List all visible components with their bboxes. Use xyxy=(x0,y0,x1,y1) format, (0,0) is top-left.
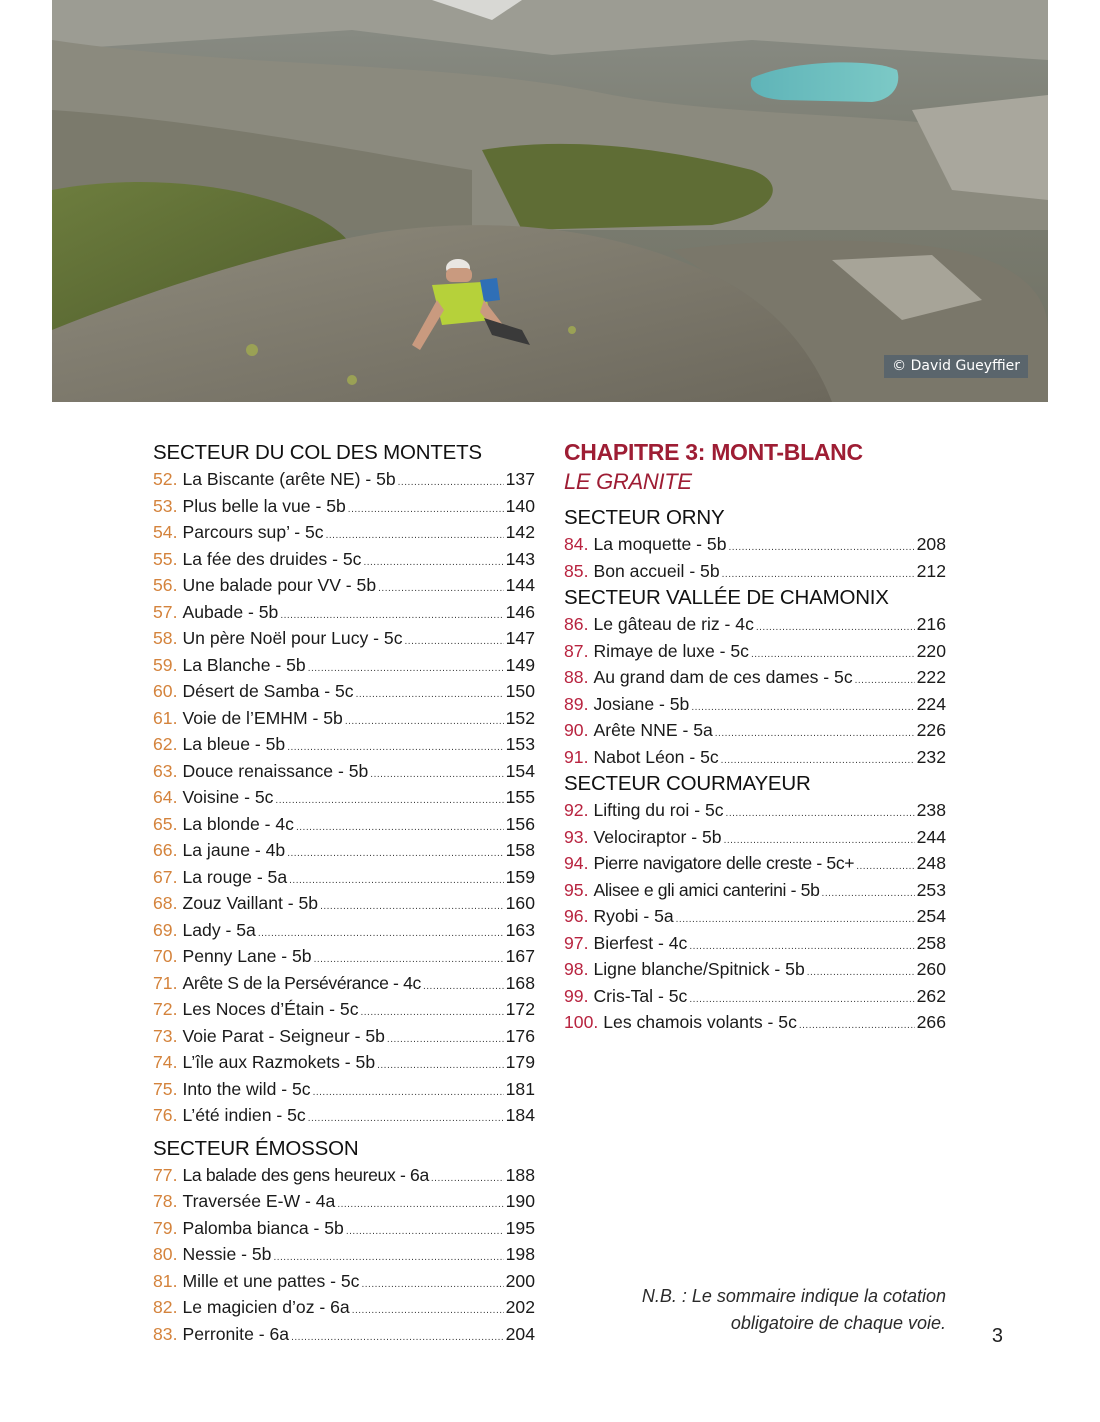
page-ref: 254 xyxy=(916,906,946,926)
route-title: Arête NNE - 5a xyxy=(593,720,713,740)
dot-leader xyxy=(320,894,504,917)
dot-leader xyxy=(361,1000,504,1023)
dot-leader xyxy=(398,470,504,493)
toc-entry[interactable] xyxy=(153,996,535,1023)
footnote xyxy=(566,1283,946,1337)
route-title: Aubade - 5b xyxy=(182,601,279,622)
dot-leader xyxy=(721,748,915,771)
toc-entry[interactable] xyxy=(564,983,946,1010)
dot-leader xyxy=(856,854,914,877)
page-ref: 153 xyxy=(505,734,535,754)
route-title: Penny Lane - 5b xyxy=(182,946,312,966)
toc-left-column xyxy=(153,439,535,1347)
route-title: Velociraptor - 5b xyxy=(593,826,722,847)
route-number: 78. xyxy=(153,1191,178,1211)
page-ref: 158 xyxy=(505,840,535,860)
toc-entry[interactable] xyxy=(564,558,946,585)
dot-leader xyxy=(296,815,504,838)
dot-leader xyxy=(799,1013,915,1036)
route-title: La moquette - 5b xyxy=(593,534,727,554)
route-title: Lifting du roi - 5c xyxy=(593,800,724,820)
dot-leader xyxy=(326,523,504,546)
page-ref: 181 xyxy=(505,1078,535,1099)
toc-entry[interactable] xyxy=(153,943,535,970)
chapter-subtitle: LE GRANITE xyxy=(564,469,692,494)
toc-entry[interactable] xyxy=(564,956,946,983)
route-title: Ligne blanche/Spitnick - 5b xyxy=(593,959,805,979)
page-ref: 212 xyxy=(916,560,946,581)
page-ref: 146 xyxy=(505,601,535,622)
dot-leader xyxy=(291,1325,504,1348)
route-title: Rimaye de luxe - 5c xyxy=(593,640,749,661)
page-ref: 216 xyxy=(916,614,946,634)
toc-entry[interactable] xyxy=(153,1268,535,1295)
page-ref: 142 xyxy=(505,522,535,542)
sector-heading: SECTEUR ÉMOSSON xyxy=(153,1136,359,1160)
dot-leader xyxy=(689,987,914,1010)
dot-leader xyxy=(356,682,504,705)
page-ref: 222 xyxy=(916,667,946,687)
route-number: 67. xyxy=(153,866,178,887)
toc-entry[interactable] xyxy=(564,797,946,824)
route-title: Un père Noël pour Lucy - 5c xyxy=(182,628,403,648)
toc-entry[interactable] xyxy=(153,705,535,732)
page-ref: 179 xyxy=(505,1052,535,1072)
toc-entry[interactable] xyxy=(153,1102,535,1129)
toc-entry[interactable] xyxy=(153,572,535,599)
route-title: Voie Parat - Seigneur - 5b xyxy=(182,1025,385,1046)
page-ref: 244 xyxy=(916,826,946,847)
toc-entry[interactable] xyxy=(564,877,946,904)
dot-leader xyxy=(676,907,915,930)
route-number: 94. xyxy=(564,853,589,873)
toc-entry[interactable] xyxy=(564,744,946,771)
route-title: Les chamois volants - 5c xyxy=(603,1012,797,1032)
toc-right-column xyxy=(564,439,946,1036)
toc-entry[interactable] xyxy=(153,625,535,652)
route-title: Palomba bianca - 5b xyxy=(182,1217,344,1238)
toc-entry[interactable] xyxy=(564,531,946,558)
route-number: 98. xyxy=(564,959,589,979)
route-number: 60. xyxy=(153,681,178,701)
toc-entry[interactable] xyxy=(153,1321,535,1348)
footnote-line: N.B. : Le sommaire indique la cotation xyxy=(641,1286,946,1306)
toc-entry[interactable] xyxy=(153,1023,535,1050)
toc-entry[interactable] xyxy=(153,519,535,546)
route-number: 62. xyxy=(153,734,178,754)
dot-leader xyxy=(377,1053,504,1076)
route-number: 77. xyxy=(153,1164,178,1185)
route-number: 90. xyxy=(564,720,589,740)
page-ref: 200 xyxy=(505,1270,535,1291)
page-ref: 248 xyxy=(916,853,946,873)
route-number: 89. xyxy=(564,693,589,714)
toc-entry[interactable] xyxy=(564,850,946,877)
page-ref: 155 xyxy=(505,787,535,807)
route-number: 93. xyxy=(564,826,589,847)
dot-leader xyxy=(287,735,503,758)
route-number: 96. xyxy=(564,906,589,926)
route-number: 83. xyxy=(153,1323,178,1344)
route-number: 69. xyxy=(153,919,178,940)
route-number: 61. xyxy=(153,707,178,728)
toc-entry[interactable] xyxy=(153,1294,535,1321)
toc-entry[interactable] xyxy=(153,652,535,679)
route-title: Voisine - 5c xyxy=(182,787,274,807)
page-ref: 140 xyxy=(505,495,535,516)
toc-entry[interactable] xyxy=(153,466,535,493)
toc-entry[interactable] xyxy=(564,1009,946,1036)
page-ref: 238 xyxy=(916,800,946,820)
page-ref: 266 xyxy=(916,1012,946,1032)
sector-heading: SECTEUR COURMAYEUR xyxy=(564,772,811,795)
page-ref: 260 xyxy=(916,959,946,979)
dot-leader xyxy=(726,801,915,824)
route-title: Pierre navigatore delle creste - 5c+ xyxy=(593,853,855,873)
route-title: Josiane - 5b xyxy=(593,693,690,714)
dot-leader xyxy=(431,1166,504,1189)
page-ref: 226 xyxy=(916,720,946,740)
route-number: 100. xyxy=(564,1012,599,1032)
toc-entry[interactable] xyxy=(153,1188,535,1215)
toc-entry[interactable] xyxy=(564,903,946,930)
route-number: 86. xyxy=(564,614,589,634)
toc-entry[interactable] xyxy=(153,811,535,838)
dot-leader xyxy=(691,695,914,718)
sector-heading: SECTEUR ORNY xyxy=(564,506,725,529)
route-title: Arête S de la Persévérance - 4c xyxy=(182,972,421,993)
route-number: 65. xyxy=(153,813,178,834)
route-title: La Biscante (arête NE) - 5b xyxy=(182,469,396,489)
dot-leader xyxy=(724,828,915,851)
page-ref: 202 xyxy=(505,1297,535,1317)
dot-leader xyxy=(370,762,503,785)
dot-leader xyxy=(289,868,504,891)
toc-entry[interactable] xyxy=(153,837,535,864)
dot-leader xyxy=(345,709,504,732)
dot-leader xyxy=(751,642,915,665)
toc-entry[interactable] xyxy=(153,864,535,891)
page-ref: 152 xyxy=(505,707,535,728)
dot-leader xyxy=(348,497,504,520)
dot-leader xyxy=(280,603,503,626)
route-number: 72. xyxy=(153,999,178,1019)
dot-leader xyxy=(314,947,504,970)
toc-entry[interactable] xyxy=(564,611,946,638)
page-ref: 168 xyxy=(505,972,535,993)
route-title: Mille et une pattes - 5c xyxy=(182,1270,360,1291)
chapter-title: CHAPITRE 3: MONT-BLANC xyxy=(564,439,863,465)
page-ref: 150 xyxy=(505,681,535,701)
route-title: Douce renaissance - 5b xyxy=(182,760,369,781)
sector-heading: SECTEUR DU COL DES MONTETS xyxy=(153,441,482,464)
toc-entry[interactable] xyxy=(153,546,535,573)
toc-entry[interactable] xyxy=(564,930,946,957)
toc-list xyxy=(564,611,946,770)
dot-leader xyxy=(423,974,504,997)
route-number: 53. xyxy=(153,495,178,516)
mountain-landscape-image xyxy=(52,0,1048,402)
page-ref: 208 xyxy=(916,534,946,554)
page-ref: 143 xyxy=(505,548,535,569)
route-title: La jaune - 4b xyxy=(182,840,286,860)
route-title: L’été indien - 5c xyxy=(182,1105,306,1125)
toc-entry[interactable] xyxy=(153,1162,535,1189)
route-number: 79. xyxy=(153,1217,178,1238)
dot-leader xyxy=(689,934,914,957)
page-ref: 172 xyxy=(505,999,535,1019)
toc-entry[interactable] xyxy=(153,678,535,705)
dot-leader xyxy=(275,788,503,811)
toc-entry[interactable] xyxy=(153,731,535,758)
route-number: 82. xyxy=(153,1297,178,1317)
toc-entry[interactable] xyxy=(564,691,946,718)
page-ref: 156 xyxy=(505,813,535,834)
route-number: 92. xyxy=(564,800,589,820)
toc-entry[interactable] xyxy=(153,784,535,811)
page-ref: 204 xyxy=(505,1323,535,1344)
dot-leader xyxy=(729,535,915,558)
route-number: 63. xyxy=(153,760,178,781)
route-number: 81. xyxy=(153,1270,178,1291)
route-title: La fée des druides - 5c xyxy=(182,548,362,569)
route-title: Bierfest - 4c xyxy=(593,932,688,953)
toc-entry[interactable] xyxy=(564,717,946,744)
page-ref: 160 xyxy=(505,893,535,913)
route-number: 80. xyxy=(153,1244,178,1264)
dot-leader xyxy=(387,1027,504,1050)
route-number: 59. xyxy=(153,654,178,675)
route-number: 75. xyxy=(153,1078,178,1099)
footnote-line: obligatoire de chaque voie. xyxy=(730,1313,946,1333)
route-number: 74. xyxy=(153,1052,178,1072)
page-ref: 137 xyxy=(505,469,535,489)
route-title: Désert de Samba - 5c xyxy=(182,681,354,701)
route-number: 97. xyxy=(564,932,589,953)
route-number: 87. xyxy=(564,640,589,661)
route-title: La bleue - 5b xyxy=(182,734,286,754)
route-number: 52. xyxy=(153,469,178,489)
page-ref: 149 xyxy=(505,654,535,675)
toc-list xyxy=(564,531,946,584)
route-number: 70. xyxy=(153,946,178,966)
route-title: La Blanche - 5b xyxy=(182,654,306,675)
route-number: 76. xyxy=(153,1105,178,1125)
toc-list xyxy=(564,797,946,1036)
route-number: 58. xyxy=(153,628,178,648)
dot-leader xyxy=(361,1272,503,1295)
page-ref: 163 xyxy=(505,919,535,940)
route-number: 64. xyxy=(153,787,178,807)
page-ref: 253 xyxy=(916,879,946,900)
dot-leader xyxy=(346,1219,504,1242)
route-title: Une balade pour VV - 5b xyxy=(182,575,377,595)
toc-entry[interactable] xyxy=(153,1215,535,1242)
toc-entry[interactable] xyxy=(153,1049,535,1076)
page-ref: 188 xyxy=(505,1164,535,1185)
route-number: 66. xyxy=(153,840,178,860)
route-title: Ryobi - 5a xyxy=(593,906,674,926)
route-title: Voie de l’EMHM - 5b xyxy=(182,707,343,728)
dot-leader xyxy=(308,656,504,679)
page-ref: 258 xyxy=(916,932,946,953)
route-title: Nessie - 5b xyxy=(182,1244,272,1264)
route-title: Le gâteau de riz - 4c xyxy=(593,614,754,634)
route-number: 95. xyxy=(564,879,589,900)
route-number: 99. xyxy=(564,985,589,1006)
route-number: 68. xyxy=(153,893,178,913)
route-title: Cris-Tal - 5c xyxy=(593,985,688,1006)
cover-photo xyxy=(52,0,1048,402)
toc-list xyxy=(153,1162,535,1348)
dot-leader xyxy=(337,1192,503,1215)
page-ref: 220 xyxy=(916,640,946,661)
dot-leader xyxy=(313,1080,504,1103)
toc-entry[interactable] xyxy=(153,890,535,917)
dot-leader xyxy=(855,668,915,691)
page-ref: 190 xyxy=(505,1191,535,1211)
dot-leader xyxy=(722,562,915,585)
page-ref: 167 xyxy=(505,946,535,966)
dot-leader xyxy=(756,615,915,638)
toc-entry[interactable] xyxy=(153,599,535,626)
route-number: 54. xyxy=(153,522,178,542)
page-ref: 195 xyxy=(505,1217,535,1238)
route-title: La blonde - 4c xyxy=(182,813,294,834)
route-title: Parcours sup’ - 5c xyxy=(182,522,324,542)
route-title: La balade des gens heureux - 6a xyxy=(182,1164,429,1185)
photo-credit: © David Gueyffier xyxy=(884,355,1028,378)
toc-entry[interactable] xyxy=(564,638,946,665)
page-ref: 154 xyxy=(505,760,535,781)
route-number: 57. xyxy=(153,601,178,622)
dot-leader xyxy=(308,1106,504,1129)
route-number: 91. xyxy=(564,746,589,767)
sector-heading: SECTEUR VALLÉE DE CHAMONIX xyxy=(564,586,889,609)
route-title: L’île aux Razmokets - 5b xyxy=(182,1052,376,1072)
dot-leader xyxy=(258,921,504,944)
toc-entry[interactable] xyxy=(153,1076,535,1103)
route-number: 85. xyxy=(564,560,589,581)
route-number: 84. xyxy=(564,534,589,554)
dot-leader xyxy=(363,550,503,573)
route-number: 71. xyxy=(153,972,178,993)
page-ref: 147 xyxy=(505,628,535,648)
page-ref: 232 xyxy=(916,746,946,767)
route-title: Le magicien d’oz - 6a xyxy=(182,1297,350,1317)
route-title: Alisee e gli amici canterini - 5b xyxy=(593,879,820,900)
dot-leader xyxy=(822,881,915,904)
toc-entry[interactable] xyxy=(153,493,535,520)
page-ref: 198 xyxy=(505,1244,535,1264)
dot-leader xyxy=(715,721,915,744)
dot-leader xyxy=(405,629,504,652)
route-title: Into the wild - 5c xyxy=(182,1078,311,1099)
route-title: Zouz Vaillant - 5b xyxy=(182,893,319,913)
toc-entry[interactable] xyxy=(153,1241,535,1268)
toc-entry[interactable] xyxy=(153,758,535,785)
route-title: Nabot Léon - 5c xyxy=(593,746,719,767)
page-ref: 184 xyxy=(505,1105,535,1125)
route-number: 88. xyxy=(564,667,589,687)
page-ref: 159 xyxy=(505,866,535,887)
route-title: Au grand dam de ces dames - 5c xyxy=(593,667,853,687)
dot-leader xyxy=(352,1298,504,1321)
page-number: 3 xyxy=(991,1325,1003,1347)
toc-entry[interactable] xyxy=(564,824,946,851)
page-ref: 224 xyxy=(916,693,946,714)
toc-list xyxy=(153,466,535,1129)
route-number: 55. xyxy=(153,548,178,569)
toc-entry[interactable] xyxy=(153,970,535,997)
toc-entry[interactable] xyxy=(564,664,946,691)
route-title: Perronite - 6a xyxy=(182,1323,290,1344)
page-ref: 144 xyxy=(505,575,535,595)
page-ref: 262 xyxy=(916,985,946,1006)
route-title: La rouge - 5a xyxy=(182,866,288,887)
route-number: 73. xyxy=(153,1025,178,1046)
route-title: Plus belle la vue - 5b xyxy=(182,495,346,516)
dot-leader xyxy=(287,841,503,864)
dot-leader xyxy=(273,1245,503,1268)
route-title: Bon accueil - 5b xyxy=(593,560,720,581)
toc-entry[interactable] xyxy=(153,917,535,944)
route-title: Les Noces d’Étain - 5c xyxy=(182,999,359,1019)
route-number: 56. xyxy=(153,575,178,595)
dot-leader xyxy=(378,576,504,599)
route-title: Lady - 5a xyxy=(182,919,256,940)
route-title: Traversée E-W - 4a xyxy=(182,1191,336,1211)
dot-leader xyxy=(807,960,915,983)
page-ref: 176 xyxy=(505,1025,535,1046)
